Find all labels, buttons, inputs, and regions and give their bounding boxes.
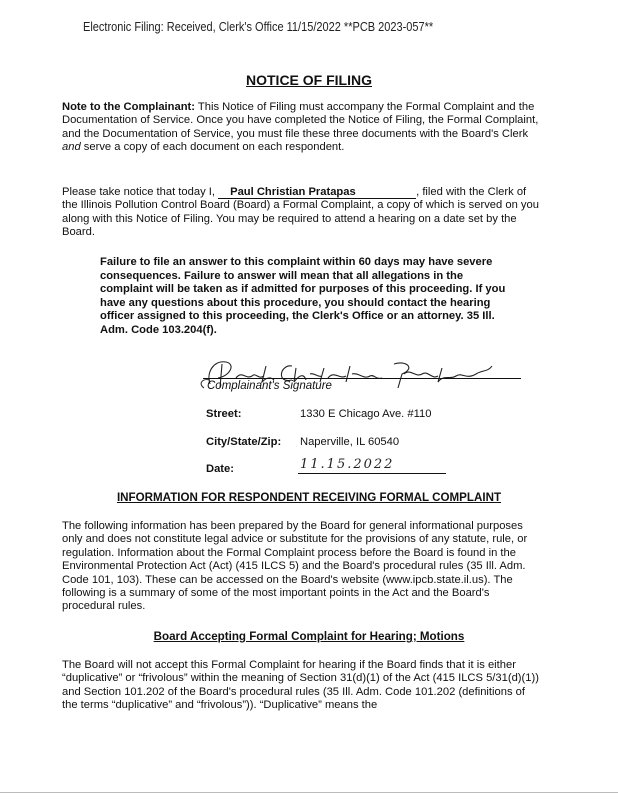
page-bottom-edge	[0, 792, 618, 793]
signature-line	[203, 378, 521, 379]
signature-caption: Complainant's Signature	[207, 380, 332, 392]
intro-paragraph	[62, 101, 540, 155]
warning-paragraph: Failure to file an answer to this complaint within 60 days may have severe consequences. Failure to answer will mean that all allegations in the complaint will be taken as if admitted for purposes of this proceeding. If you have any questions about this procedure, you should contact the hearing officer assigned to this proceeding, the Clerk's Office or an attorney. 35 Ill. Adm. Code 103.204(f).	[100, 256, 506, 336]
notice-paragraph	[62, 186, 540, 240]
city-state-zip-value: Naperville, IL 60540	[300, 436, 400, 448]
street-value: 1330 E Chicago Ave. #110	[300, 408, 432, 420]
date-value: 11.15.2022	[300, 457, 395, 472]
date-line	[298, 473, 446, 474]
respondent-info-heading: INFORMATION FOR RESPONDENT RECEIVING FORMAL COMPLAINT	[116, 491, 502, 504]
intro-text: This Notice of Filing must accompany the Formal Complaint and the Documentation of Service. Once you have completed the Notice of Filing, the Formal Complaint, and the Documentation of Service, you must file these three documents with the Board's Clerk	[62, 101, 539, 140]
complainant-name-field: Paul Christian Pratapas	[218, 186, 416, 199]
board-accepting-heading: Board Accepting Formal Complaint for Hearing; Motions	[153, 630, 465, 643]
street-label: Street:	[206, 408, 242, 420]
board-accepting-paragraph: The Board will not accept this Formal Complaint for hearing if the Board finds that it is either “duplicative” or “frivolous” within the meaning of Section 31(d)(1) of the Act (415 ILCS 5/31(d)(1)) and Section 101.202 of the Board's procedural rules (35 Ill. Adm. Code 101.202 (definitions of the terms “duplicative” and “frivolous”)). “Duplicative” means the	[62, 659, 539, 712]
page-title: NOTICE OF FILING	[246, 72, 372, 88]
notice-text-end: , filed with the Clerk of the Illinois Pollution Control Board (Board) a Formal Complaint, a copy of which is served on you along with this Notice of Filing. You may be required to attend a hearing on a date set by the Board.	[62, 186, 539, 239]
intro-text-end: serve a copy of each document on each respondent.	[80, 141, 345, 154]
notice-text-start: Please take notice that today I,	[62, 186, 219, 198]
intro-emphasis: and	[62, 141, 81, 154]
city-state-zip-label: City/State/Zip:	[206, 436, 282, 448]
filing-stamp-header: Electronic Filing: Received, Clerk's Office 11/15/2022 **PCB 2023-057**	[83, 20, 434, 34]
respondent-info-paragraph: The following information has been prepared by the Board for general informational purposes only and does not constitute legal advice or substitute for the provisions of any statute, rule, or regulation. Information about the Formal Complaint process before the Board is found in the Environmental Protection Act (Act) (415 ILCS 5) and the Board's procedural rules (35 Ill. Adm. Code 101, 103). These can be accessed on the Board's website (www.ipcb.state.il.us). The following is a summary of some of the most important points in the Act and the Board's procedural rules.	[62, 520, 528, 613]
date-label: Date:	[206, 463, 234, 475]
intro-label: Note to the Complainant:	[62, 101, 195, 113]
